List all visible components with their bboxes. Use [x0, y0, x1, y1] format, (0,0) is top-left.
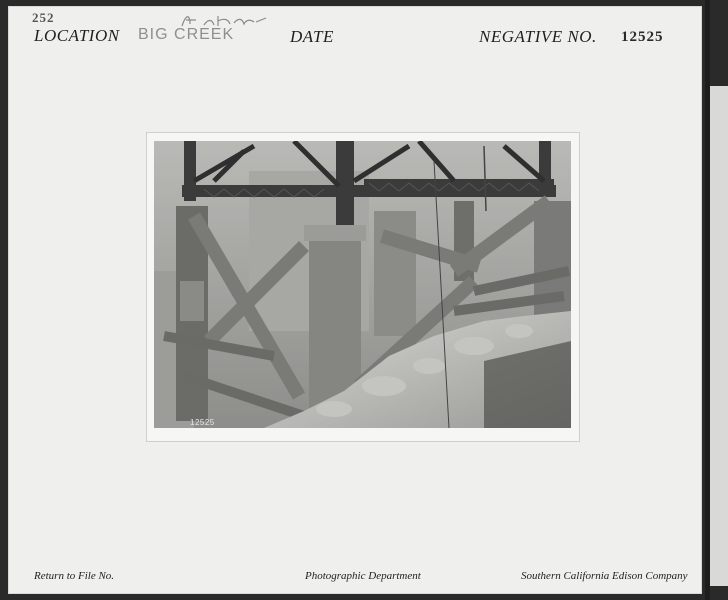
- negative-number: 12525: [621, 29, 664, 45]
- corner-number: 252: [32, 10, 55, 25]
- negative-label: NEGATIVE NO.: [479, 27, 597, 46]
- company-label: Southern California Edison Company: [521, 570, 688, 582]
- handwritten-annotation: [178, 10, 270, 32]
- photo-illustration: [154, 141, 571, 428]
- department-label: Photographic Department: [305, 570, 421, 582]
- return-to-file-label: Return to File No.: [34, 570, 115, 582]
- location-value: BIG CREEK: [138, 26, 235, 43]
- date-label: DATE: [290, 27, 334, 46]
- negative-mark: 12525: [190, 418, 215, 427]
- adjacent-card-edge: [710, 86, 728, 586]
- bridge-pier-photograph: [154, 141, 571, 428]
- location-label: LOCATION: [34, 26, 120, 45]
